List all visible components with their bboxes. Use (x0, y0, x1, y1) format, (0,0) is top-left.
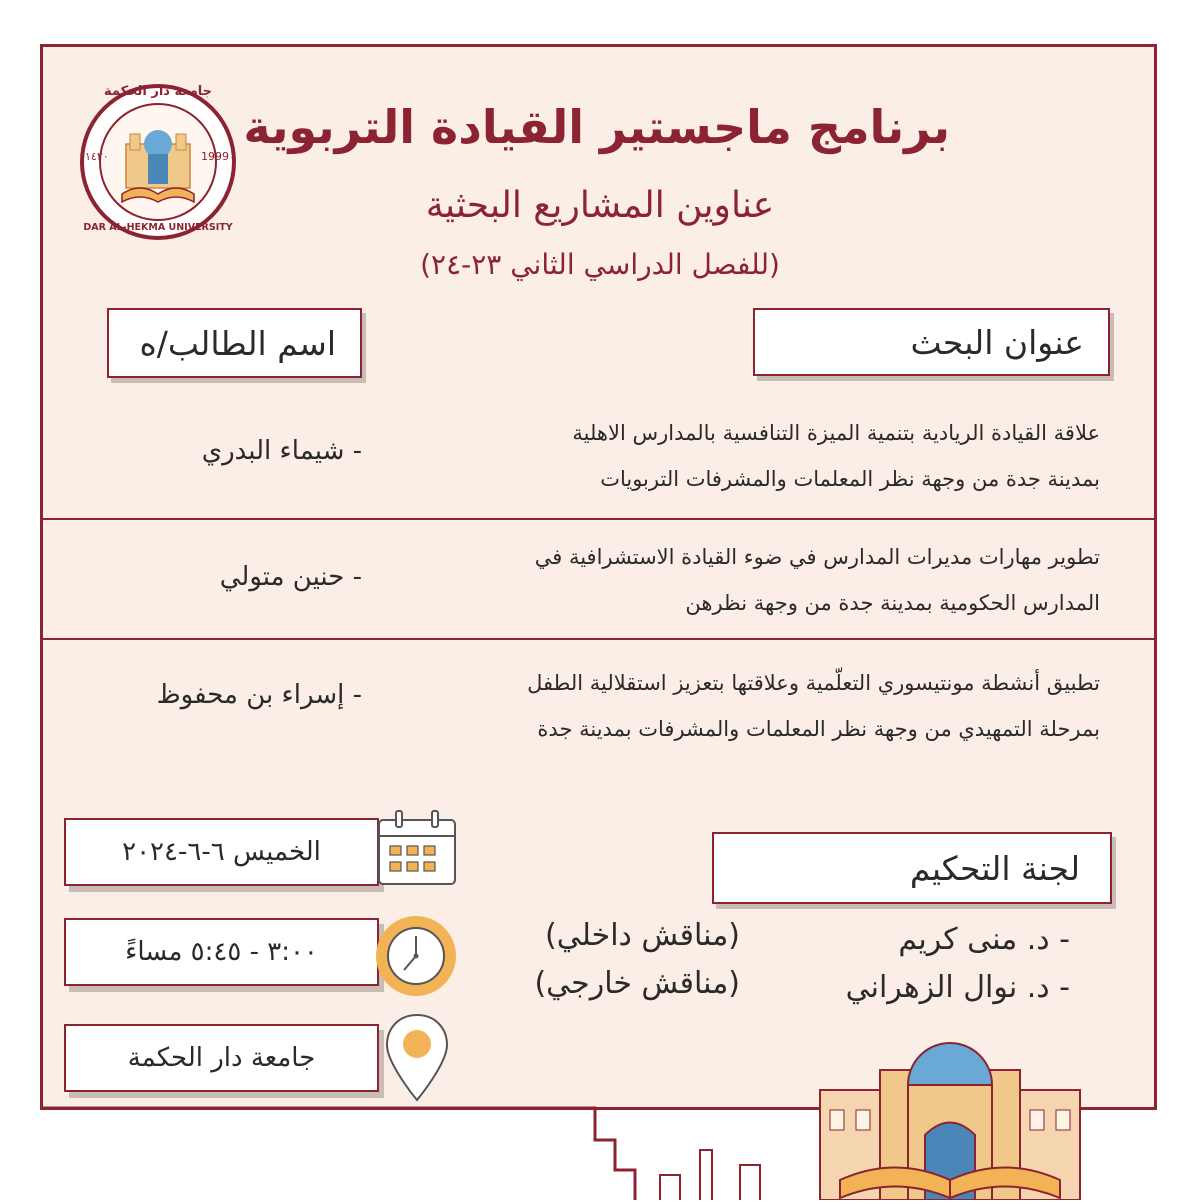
row-divider (40, 638, 1157, 640)
student-name: - حنين متولي (219, 562, 362, 592)
program-title: برنامج ماجستير القيادة التربوية (243, 100, 950, 154)
committee-member-name: - د. نوال الزهراني (845, 970, 1070, 1005)
student-name-header-label: اسم الطالب/ه (139, 323, 336, 363)
event-date: الخميس ٦-٦-٢٠٢٤ (122, 837, 321, 867)
row-divider (40, 518, 1157, 520)
table-row-title (450, 660, 1100, 752)
logo-year-hijri: ١٤٢٠ (85, 150, 109, 163)
event-location-box (64, 1024, 379, 1092)
university-building-illustration (800, 1040, 1100, 1200)
event-time: ٣:٠٠ - ٥:٤٥ مساءً (125, 937, 318, 967)
research-title-header-label: عنوان البحث (910, 322, 1084, 362)
committee-header (712, 832, 1112, 904)
research-title-line: علاقة القيادة الريادية بتنمية الميزة التنافسية بالمدارس الاهلية (572, 421, 1100, 445)
clock-icon (372, 912, 460, 1000)
committee-member-role: (مناقش داخلي) (545, 918, 740, 953)
logo-text-en: DAR AL-HEKMA UNIVERSITY (83, 222, 233, 233)
research-title-line: تطوير مهارات مديرات المدارس في ضوء القيادة الاستشرافية في (534, 545, 1100, 569)
event-time-box (64, 918, 379, 986)
table-row-title (450, 410, 1100, 502)
research-title-line: تطبيق أنشطة مونتيسوري التعلّمية وعلاقتها بتعزيز استقلالية الطفل (527, 671, 1100, 695)
projects-subtitle: عناوين المشاريع البحثية (425, 185, 775, 226)
student-name-header (107, 308, 362, 378)
university-logo (78, 82, 238, 242)
committee-header-label: لجنة التحكيم (909, 848, 1080, 888)
event-date-box (64, 818, 379, 886)
research-title-line: المدارس الحكومية بمدينة جدة من وجهة نظرهن (685, 591, 1100, 615)
logo-year-gregorian: 1999 (201, 150, 229, 163)
research-title-header (753, 308, 1110, 376)
committee-member-role: (مناقش خارجي) (534, 966, 740, 1001)
committee-member-name: - د. منى كريم (898, 922, 1070, 957)
research-title-line: بمرحلة التمهيدي من وجهة نظر المعلمات والمشرفات بمدينة جدة (537, 717, 1100, 741)
logo-text-ar: جامعة دار الحكمة (103, 84, 213, 99)
research-title-line: بمدينة جدة من وجهة نظر المعلمات والمشرفات التربويات (600, 467, 1100, 491)
location-pin-icon (384, 1012, 450, 1104)
semester-label: (للفصل الدراسي الثاني ٢٣-٢٤) (420, 248, 780, 281)
calendar-icon (376, 808, 458, 888)
table-row-title (450, 534, 1100, 626)
student-name: - إسراء بن محفوظ (156, 680, 362, 710)
event-location: جامعة دار الحكمة (127, 1043, 316, 1073)
student-name: - شيماء البدري (201, 436, 362, 466)
